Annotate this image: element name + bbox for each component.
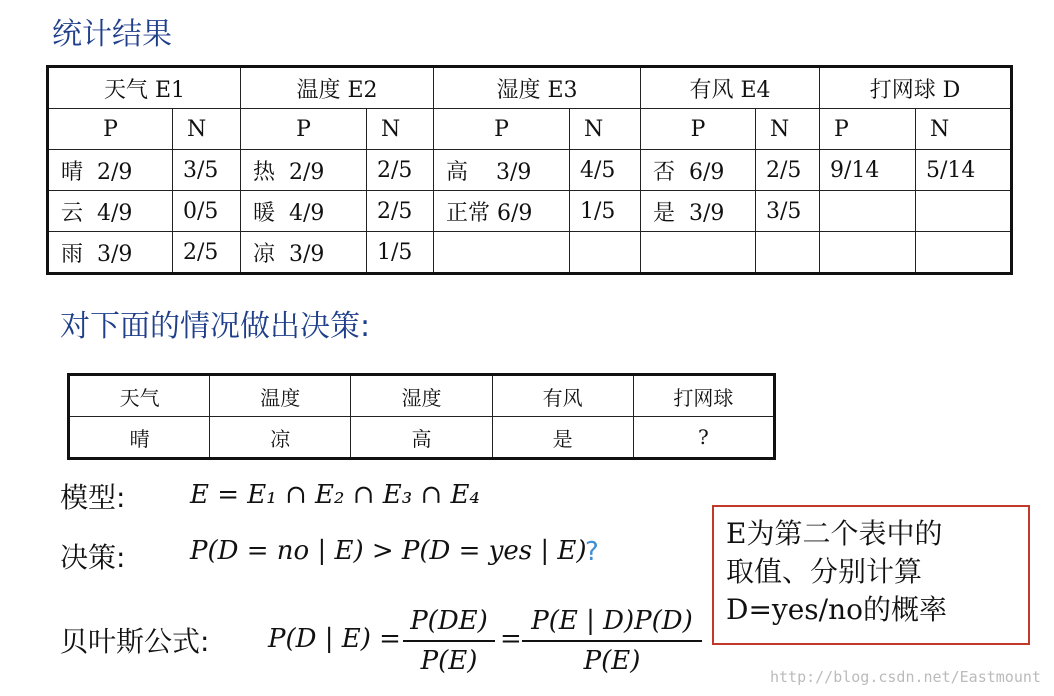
stats-header-row: [48, 67, 1012, 109]
table-cell: 5/14: [916, 150, 1012, 191]
table-cell: [641, 232, 756, 274]
case-value-row: [69, 417, 775, 459]
question-mark: ?: [585, 537, 599, 567]
table-cell: 高 3/9: [434, 150, 570, 191]
table-cell: [570, 232, 641, 274]
case-value-weather: 晴: [69, 417, 210, 459]
table-cell: 暖 4/9: [241, 191, 367, 232]
table-row: [48, 150, 1012, 191]
n-label: N: [570, 109, 641, 150]
case-value-temperature: 凉: [210, 417, 351, 459]
table-cell: 4/5: [570, 150, 641, 191]
p-label: P: [641, 109, 756, 150]
table-cell: 正常 6/9: [434, 191, 570, 232]
bayes-fraction-2-numerator: P(E | D)P(D): [522, 606, 702, 642]
note-line: 取值、分别计算: [726, 555, 923, 588]
p-label: P: [820, 109, 916, 150]
table-row: [48, 232, 1012, 274]
p-label: P: [241, 109, 367, 150]
case-header-weather: 天气: [69, 375, 210, 417]
header-weather: 天气 E1: [48, 67, 241, 109]
table-cell: 9/14: [820, 150, 916, 191]
case-header-temperature: 温度: [210, 375, 351, 417]
table-cell: 晴 2/9: [48, 150, 173, 191]
p-label: P: [434, 109, 570, 150]
table-cell: [756, 232, 820, 274]
note-box: [712, 505, 1030, 645]
bayes-fraction-1-denominator: P(E): [420, 646, 478, 676]
model-formula: E = E₁ ∩ E₂ ∩ E₃ ∩ E₄: [190, 480, 480, 510]
table-cell: 3/5: [756, 191, 820, 232]
bayes-equals: =: [500, 624, 522, 654]
case-header-row: [69, 375, 775, 417]
table-row: [48, 191, 1012, 232]
watermark: http://blog.csdn.net/Eastmount: [770, 668, 1041, 686]
decision-label: 决策:: [60, 541, 126, 574]
case-header-humidity: 湿度: [351, 375, 492, 417]
case-value-play-tennis: ?: [633, 417, 774, 459]
table-cell: 2/5: [367, 150, 434, 191]
case-value-wind: 是: [492, 417, 633, 459]
bayes-fraction-1: [403, 606, 495, 676]
table-cell: 是 3/9: [641, 191, 756, 232]
header-temperature: 温度 E2: [241, 67, 434, 109]
note-line: D=yes/no的概率: [726, 593, 947, 626]
table-cell: [820, 191, 916, 232]
bayes-lhs: P(D | E) =: [268, 624, 401, 654]
table-cell: 2/5: [756, 150, 820, 191]
case-header-play-tennis: 打网球: [633, 375, 774, 417]
table-cell: 2/5: [173, 232, 241, 274]
n-label: N: [916, 109, 1012, 150]
n-label: N: [173, 109, 241, 150]
bayes-fraction-1-numerator: P(DE): [403, 606, 495, 642]
table-cell: [434, 232, 570, 274]
table-cell: 热 2/9: [241, 150, 367, 191]
table-cell: 0/5: [173, 191, 241, 232]
case-header-wind: 有风: [492, 375, 633, 417]
model-label: 模型:: [60, 481, 126, 514]
p-label: P: [48, 109, 173, 150]
header-play-tennis: 打网球 D: [820, 67, 1012, 109]
table-cell: 否 6/9: [641, 150, 756, 191]
decision-heading: 对下面的情况做出决策:: [60, 309, 371, 344]
note-line: E为第二个表中的: [726, 517, 943, 550]
table-cell: 1/5: [570, 191, 641, 232]
decision-formula: P(D = no | E) > P(D = yes | E): [190, 536, 587, 566]
page-title: 统计结果: [52, 17, 172, 52]
bayes-label: 贝叶斯公式:: [60, 625, 210, 658]
table-cell: 1/5: [367, 232, 434, 274]
table-cell: [916, 191, 1012, 232]
table-cell: [916, 232, 1012, 274]
n-label: N: [367, 109, 434, 150]
table-cell: 云 4/9: [48, 191, 173, 232]
table-cell: 2/5: [367, 191, 434, 232]
header-wind: 有风 E4: [641, 67, 820, 109]
stats-pn-row: [48, 109, 1012, 150]
table-cell: 3/5: [173, 150, 241, 191]
case-table: [67, 373, 776, 460]
n-label: N: [756, 109, 820, 150]
bayes-fraction-2: [522, 606, 702, 676]
table-cell: [820, 232, 916, 274]
statistics-table: [46, 65, 1013, 275]
table-cell: 雨 3/9: [48, 232, 173, 274]
header-humidity: 湿度 E3: [434, 67, 641, 109]
table-cell: 凉 3/9: [241, 232, 367, 274]
case-value-humidity: 高: [351, 417, 492, 459]
bayes-fraction-2-denominator: P(E): [583, 646, 641, 676]
